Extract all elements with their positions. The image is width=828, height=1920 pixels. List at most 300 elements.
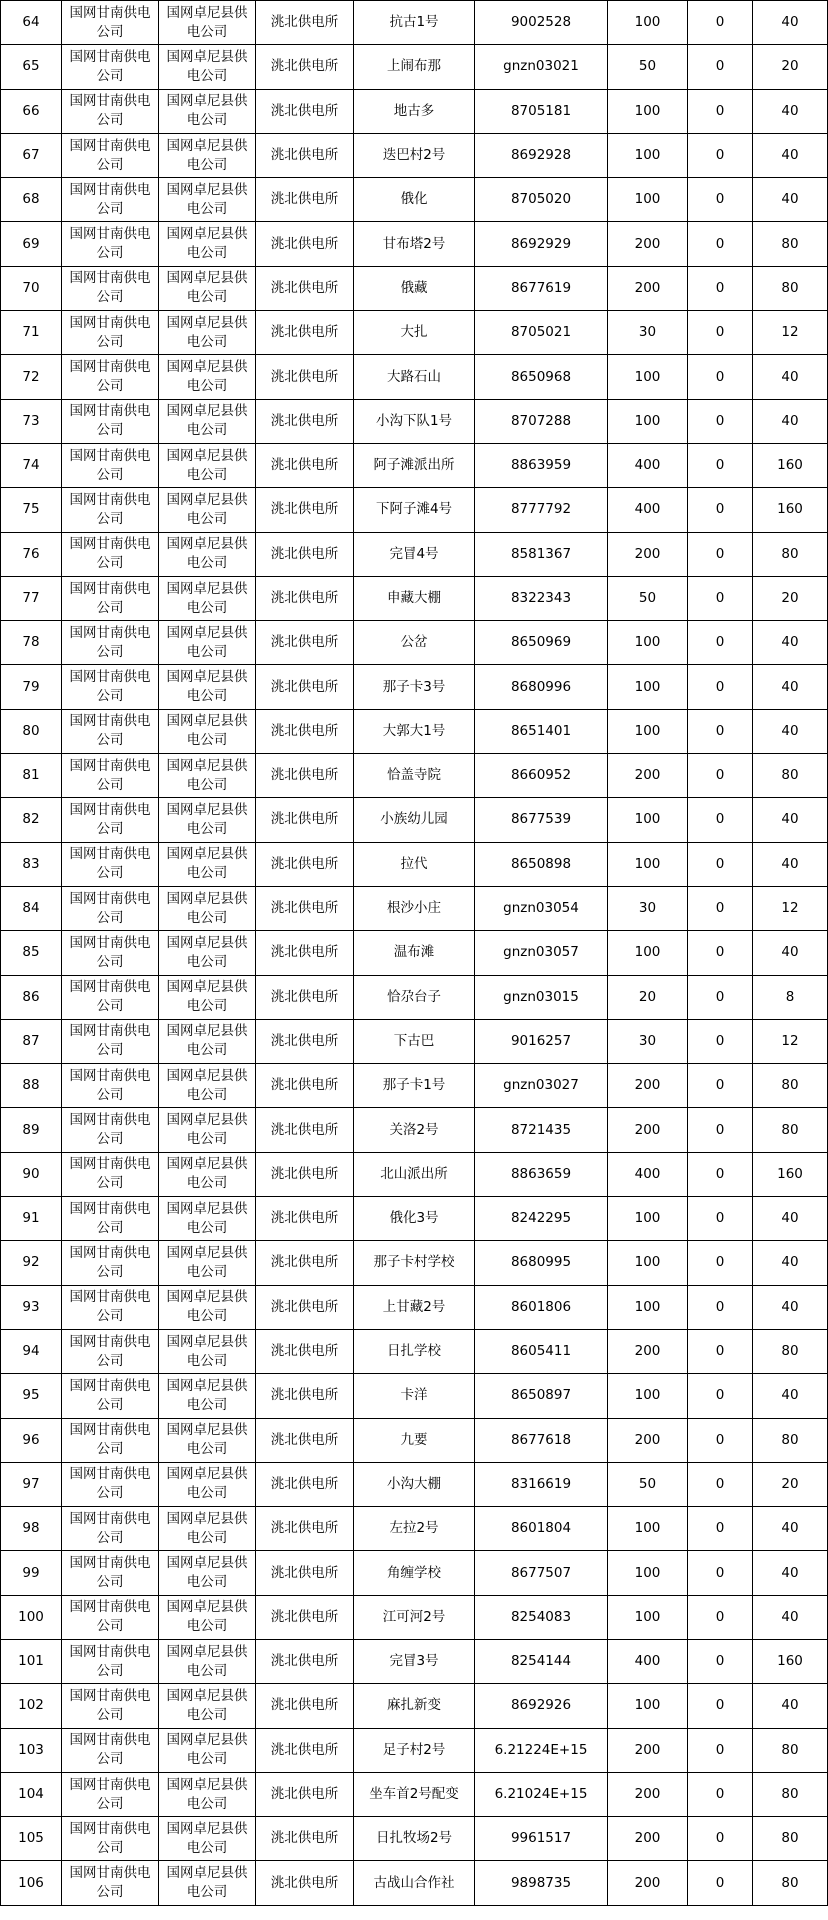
county-company-cell: 国网卓尼县供电公司 [159,931,256,975]
power-station-cell: 洮北供电所 [256,266,354,310]
load-value-cell: 40 [753,709,828,753]
power-station-cell: 洮北供电所 [256,576,354,620]
power-station-cell: 洮北供电所 [256,1507,354,1551]
capacity-cell: 50 [608,576,688,620]
transformer-id-cell: gnzn03057 [475,931,608,975]
transformer-id-cell: gnzn03054 [475,886,608,930]
capacity-cell: 200 [608,1861,688,1905]
power-station-cell: 洮北供电所 [256,311,354,355]
transformer-name-cell: 完冒4号 [354,532,475,576]
county-company-cell: 国网卓尼县供电公司 [159,1241,256,1285]
power-station-cell: 洮北供电所 [256,886,354,930]
row-number-cell: 106 [1,1861,62,1905]
table-row [1,621,828,665]
table-row [1,1772,828,1816]
company-cell: 国网甘南供电公司 [62,1595,159,1639]
county-company-cell: 国网卓尼县供电公司 [159,222,256,266]
county-company-cell: 国网卓尼县供电公司 [159,1861,256,1905]
transformer-id-cell: 8721435 [475,1108,608,1152]
row-number-cell: 90 [1,1152,62,1196]
zero-value-cell: 0 [688,1064,753,1108]
zero-value-cell: 0 [688,89,753,133]
power-station-cell: 洮北供电所 [256,1329,354,1373]
zero-value-cell: 0 [688,1374,753,1418]
capacity-cell: 200 [608,1817,688,1861]
capacity-cell: 200 [608,1108,688,1152]
county-company-cell: 国网卓尼县供电公司 [159,1684,256,1728]
load-value-cell: 160 [753,443,828,487]
load-value-cell: 160 [753,488,828,532]
row-number-cell: 104 [1,1772,62,1816]
table-row [1,1507,828,1551]
company-cell: 国网甘南供电公司 [62,1108,159,1152]
load-value-cell: 80 [753,1064,828,1108]
row-number-cell: 102 [1,1684,62,1728]
capacity-cell: 200 [608,266,688,310]
row-number-cell: 85 [1,931,62,975]
company-cell: 国网甘南供电公司 [62,886,159,930]
table-row [1,355,828,399]
power-station-cell: 洮北供电所 [256,1595,354,1639]
company-cell: 国网甘南供电公司 [62,1019,159,1063]
transformer-name-cell: 那子卡村学校 [354,1241,475,1285]
zero-value-cell: 0 [688,1019,753,1063]
table-row [1,266,828,310]
county-company-cell: 国网卓尼县供电公司 [159,709,256,753]
county-company-cell: 国网卓尼县供电公司 [159,1817,256,1861]
table-row [1,931,828,975]
transformer-id-cell: 8863959 [475,443,608,487]
company-cell: 国网甘南供电公司 [62,1861,159,1905]
power-station-cell: 洮北供电所 [256,975,354,1019]
company-cell: 国网甘南供电公司 [62,1374,159,1418]
table-body [1,1,828,1906]
county-company-cell: 国网卓尼县供电公司 [159,1064,256,1108]
transformer-name-cell: 那子卡1号 [354,1064,475,1108]
row-number-cell: 84 [1,886,62,930]
county-company-cell: 国网卓尼县供电公司 [159,488,256,532]
transformer-id-cell: 8650898 [475,842,608,886]
company-cell: 国网甘南供电公司 [62,798,159,842]
transformer-name-cell: 麻扎新变 [354,1684,475,1728]
capacity-cell: 100 [608,1551,688,1595]
county-company-cell: 国网卓尼县供电公司 [159,1197,256,1241]
transformer-id-cell: 8707288 [475,399,608,443]
county-company-cell: 国网卓尼县供电公司 [159,1462,256,1506]
load-value-cell: 40 [753,133,828,177]
row-number-cell: 72 [1,355,62,399]
company-cell: 国网甘南供电公司 [62,1551,159,1595]
table-row [1,1108,828,1152]
transformer-id-cell: 9961517 [475,1817,608,1861]
transformer-name-cell: 根沙小庄 [354,886,475,930]
company-cell: 国网甘南供电公司 [62,1064,159,1108]
row-number-cell: 86 [1,975,62,1019]
power-station-cell: 洮北供电所 [256,1241,354,1285]
capacity-cell: 50 [608,45,688,89]
capacity-cell: 100 [608,355,688,399]
county-company-cell: 国网卓尼县供电公司 [159,1019,256,1063]
power-station-cell: 洮北供电所 [256,178,354,222]
table-row [1,1817,828,1861]
load-value-cell: 40 [753,1507,828,1551]
row-number-cell: 94 [1,1329,62,1373]
load-value-cell: 40 [753,178,828,222]
load-value-cell: 12 [753,311,828,355]
load-value-cell: 80 [753,266,828,310]
load-value-cell: 80 [753,1772,828,1816]
row-number-cell: 73 [1,399,62,443]
load-value-cell: 40 [753,1197,828,1241]
county-company-cell: 国网卓尼县供电公司 [159,355,256,399]
capacity-cell: 200 [608,532,688,576]
capacity-cell: 100 [608,842,688,886]
company-cell: 国网甘南供电公司 [62,842,159,886]
power-station-cell: 洮北供电所 [256,754,354,798]
zero-value-cell: 0 [688,842,753,886]
zero-value-cell: 0 [688,1329,753,1373]
transformer-id-cell: 8680996 [475,665,608,709]
power-station-cell: 洮北供电所 [256,488,354,532]
load-value-cell: 80 [753,1861,828,1905]
zero-value-cell: 0 [688,665,753,709]
transformer-name-cell: 日扎牧场2号 [354,1817,475,1861]
power-station-cell: 洮北供电所 [256,89,354,133]
load-value-cell: 40 [753,1374,828,1418]
company-cell: 国网甘南供电公司 [62,1152,159,1196]
transformer-id-cell: 8680995 [475,1241,608,1285]
table-row [1,488,828,532]
transformer-id-cell: 8692929 [475,222,608,266]
table-row [1,1551,828,1595]
county-company-cell: 国网卓尼县供电公司 [159,754,256,798]
row-number-cell: 82 [1,798,62,842]
zero-value-cell: 0 [688,1507,753,1551]
transformer-id-cell: gnzn03021 [475,45,608,89]
county-company-cell: 国网卓尼县供电公司 [159,89,256,133]
transformer-id-cell: 8660952 [475,754,608,798]
row-number-cell: 93 [1,1285,62,1329]
zero-value-cell: 0 [688,1817,753,1861]
row-number-cell: 89 [1,1108,62,1152]
table-row [1,89,828,133]
transformer-id-cell: 8692928 [475,133,608,177]
power-station-cell: 洮北供电所 [256,1639,354,1683]
transformer-name-cell: 地古多 [354,89,475,133]
transformer-id-cell: 8677618 [475,1418,608,1462]
row-number-cell: 103 [1,1728,62,1772]
transformer-name-cell: 俄化3号 [354,1197,475,1241]
zero-value-cell: 0 [688,1639,753,1683]
company-cell: 国网甘南供电公司 [62,1728,159,1772]
row-number-cell: 81 [1,754,62,798]
zero-value-cell: 0 [688,1462,753,1506]
transformer-name-cell: 温布滩 [354,931,475,975]
transformer-id-cell: 8254083 [475,1595,608,1639]
transformer-id-cell: 8677539 [475,798,608,842]
power-station-cell: 洮北供电所 [256,1728,354,1772]
row-number-cell: 64 [1,1,62,45]
county-company-cell: 国网卓尼县供电公司 [159,399,256,443]
load-value-cell: 40 [753,1285,828,1329]
table-row [1,532,828,576]
row-number-cell: 68 [1,178,62,222]
transformer-name-cell: 那子卡3号 [354,665,475,709]
capacity-cell: 100 [608,89,688,133]
transformer-name-cell: 江可河2号 [354,1595,475,1639]
power-station-cell: 洮北供电所 [256,1551,354,1595]
power-station-cell: 洮北供电所 [256,1019,354,1063]
zero-value-cell: 0 [688,1108,753,1152]
load-value-cell: 40 [753,798,828,842]
power-station-cell: 洮北供电所 [256,443,354,487]
transformer-id-cell: 8254144 [475,1639,608,1683]
power-station-cell: 洮北供电所 [256,355,354,399]
transformer-id-cell: 8705020 [475,178,608,222]
row-number-cell: 100 [1,1595,62,1639]
zero-value-cell: 0 [688,975,753,1019]
company-cell: 国网甘南供电公司 [62,45,159,89]
transformer-name-cell: 左拉2号 [354,1507,475,1551]
power-station-cell: 洮北供电所 [256,45,354,89]
row-number-cell: 67 [1,133,62,177]
county-company-cell: 国网卓尼县供电公司 [159,443,256,487]
power-station-cell: 洮北供电所 [256,931,354,975]
capacity-cell: 100 [608,1241,688,1285]
capacity-cell: 400 [608,443,688,487]
power-station-cell: 洮北供电所 [256,1064,354,1108]
load-value-cell: 20 [753,1462,828,1506]
table-row [1,665,828,709]
power-station-cell: 洮北供电所 [256,798,354,842]
load-value-cell: 40 [753,1241,828,1285]
zero-value-cell: 0 [688,1728,753,1772]
load-value-cell: 160 [753,1639,828,1683]
power-station-cell: 洮北供电所 [256,621,354,665]
company-cell: 国网甘南供电公司 [62,1462,159,1506]
transformer-name-cell: 小沟大棚 [354,1462,475,1506]
zero-value-cell: 0 [688,621,753,665]
transformer-name-cell: 北山派出所 [354,1152,475,1196]
zero-value-cell: 0 [688,1595,753,1639]
power-station-cell: 洮北供电所 [256,1197,354,1241]
table-row [1,1019,828,1063]
load-value-cell: 80 [753,754,828,798]
zero-value-cell: 0 [688,443,753,487]
table-row [1,1152,828,1196]
transformer-name-cell: 完冒3号 [354,1639,475,1683]
transformer-id-cell: 8322343 [475,576,608,620]
capacity-cell: 200 [608,1728,688,1772]
load-value-cell: 80 [753,1329,828,1373]
power-station-cell: 洮北供电所 [256,1418,354,1462]
transformer-name-cell: 俄藏 [354,266,475,310]
transformer-name-cell: 小沟下队1号 [354,399,475,443]
transformer-name-cell: 大郭大1号 [354,709,475,753]
transformer-name-cell: 大扎 [354,311,475,355]
county-company-cell: 国网卓尼县供电公司 [159,798,256,842]
company-cell: 国网甘南供电公司 [62,178,159,222]
table-row [1,45,828,89]
company-cell: 国网甘南供电公司 [62,576,159,620]
transformer-name-cell: 古战山合作社 [354,1861,475,1905]
load-value-cell: 40 [753,1,828,45]
zero-value-cell: 0 [688,931,753,975]
county-company-cell: 国网卓尼县供电公司 [159,842,256,886]
company-cell: 国网甘南供电公司 [62,1639,159,1683]
table-row [1,1639,828,1683]
company-cell: 国网甘南供电公司 [62,931,159,975]
row-number-cell: 91 [1,1197,62,1241]
zero-value-cell: 0 [688,311,753,355]
table-row [1,798,828,842]
load-value-cell: 80 [753,1418,828,1462]
transformer-id-cell: 8650968 [475,355,608,399]
county-company-cell: 国网卓尼县供电公司 [159,1728,256,1772]
transformer-id-cell: 8601806 [475,1285,608,1329]
capacity-cell: 200 [608,1418,688,1462]
row-number-cell: 96 [1,1418,62,1462]
county-company-cell: 国网卓尼县供电公司 [159,1551,256,1595]
row-number-cell: 83 [1,842,62,886]
load-value-cell: 40 [753,931,828,975]
transformer-name-cell: 关洛2号 [354,1108,475,1152]
zero-value-cell: 0 [688,1772,753,1816]
county-company-cell: 国网卓尼县供电公司 [159,1374,256,1418]
county-company-cell: 国网卓尼县供电公司 [159,1507,256,1551]
county-company-cell: 国网卓尼县供电公司 [159,975,256,1019]
transformer-id-cell: 8242295 [475,1197,608,1241]
transformer-id-cell: 8651401 [475,709,608,753]
county-company-cell: 国网卓尼县供电公司 [159,311,256,355]
zero-value-cell: 0 [688,1241,753,1285]
load-value-cell: 40 [753,842,828,886]
capacity-cell: 100 [608,665,688,709]
power-station-cell: 洮北供电所 [256,1108,354,1152]
load-value-cell: 8 [753,975,828,1019]
table-row [1,443,828,487]
company-cell: 国网甘南供电公司 [62,355,159,399]
transformer-id-cell: 9016257 [475,1019,608,1063]
county-company-cell: 国网卓尼县供电公司 [159,133,256,177]
county-company-cell: 国网卓尼县供电公司 [159,1108,256,1152]
table-row [1,1462,828,1506]
row-number-cell: 65 [1,45,62,89]
company-cell: 国网甘南供电公司 [62,1684,159,1728]
county-company-cell: 国网卓尼县供电公司 [159,1639,256,1683]
power-station-cell: 洮北供电所 [256,1285,354,1329]
capacity-cell: 20 [608,975,688,1019]
table-row [1,1241,828,1285]
capacity-cell: 200 [608,754,688,798]
transformer-name-cell: 卡洋 [354,1374,475,1418]
load-value-cell: 40 [753,355,828,399]
load-value-cell: 12 [753,1019,828,1063]
transformer-name-cell: 下古巴 [354,1019,475,1063]
transformer-name-cell: 甘布塔2号 [354,222,475,266]
transformer-name-cell: 大路石山 [354,355,475,399]
row-number-cell: 92 [1,1241,62,1285]
capacity-cell: 100 [608,1285,688,1329]
row-number-cell: 76 [1,532,62,576]
county-company-cell: 国网卓尼县供电公司 [159,1152,256,1196]
transformer-id-cell: 8692926 [475,1684,608,1728]
company-cell: 国网甘南供电公司 [62,1241,159,1285]
capacity-cell: 30 [608,886,688,930]
transformer-name-cell: 申藏大棚 [354,576,475,620]
zero-value-cell: 0 [688,399,753,443]
row-number-cell: 105 [1,1817,62,1861]
zero-value-cell: 0 [688,798,753,842]
capacity-cell: 100 [608,1595,688,1639]
company-cell: 国网甘南供电公司 [62,1817,159,1861]
power-station-cell: 洮北供电所 [256,1462,354,1506]
transformer-name-cell: 坐车首2号配变 [354,1772,475,1816]
transformer-name-cell: 抗古1号 [354,1,475,45]
zero-value-cell: 0 [688,1684,753,1728]
company-cell: 国网甘南供电公司 [62,975,159,1019]
company-cell: 国网甘南供电公司 [62,1418,159,1462]
row-number-cell: 75 [1,488,62,532]
power-station-cell: 洮北供电所 [256,399,354,443]
power-station-cell: 洮北供电所 [256,1861,354,1905]
transformer-name-cell: 迭巴村2号 [354,133,475,177]
load-value-cell: 40 [753,1551,828,1595]
company-cell: 国网甘南供电公司 [62,665,159,709]
capacity-cell: 200 [608,222,688,266]
transformer-id-cell: 9898735 [475,1861,608,1905]
county-company-cell: 国网卓尼县供电公司 [159,1772,256,1816]
company-cell: 国网甘南供电公司 [62,621,159,665]
capacity-cell: 200 [608,1064,688,1108]
company-cell: 国网甘南供电公司 [62,1772,159,1816]
load-value-cell: 20 [753,576,828,620]
transformer-name-cell: 下阿子滩4号 [354,488,475,532]
transformer-name-cell: 小族幼儿园 [354,798,475,842]
transformer-id-cell: 8677619 [475,266,608,310]
transformer-id-cell: 8605411 [475,1329,608,1373]
company-cell: 国网甘南供电公司 [62,399,159,443]
zero-value-cell: 0 [688,133,753,177]
county-company-cell: 国网卓尼县供电公司 [159,886,256,930]
capacity-cell: 200 [608,1772,688,1816]
county-company-cell: 国网卓尼县供电公司 [159,45,256,89]
company-cell: 国网甘南供电公司 [62,443,159,487]
power-station-cell: 洮北供电所 [256,709,354,753]
row-number-cell: 97 [1,1462,62,1506]
power-station-cell: 洮北供电所 [256,1,354,45]
table-row [1,1861,828,1905]
county-company-cell: 国网卓尼县供电公司 [159,1329,256,1373]
row-number-cell: 74 [1,443,62,487]
load-value-cell: 40 [753,1684,828,1728]
power-station-cell: 洮北供电所 [256,1374,354,1418]
table-row [1,709,828,753]
row-number-cell: 70 [1,266,62,310]
transformer-id-cell: gnzn03027 [475,1064,608,1108]
table-row [1,975,828,1019]
transformer-name-cell: 公岔 [354,621,475,665]
transformer-id-cell: 8650897 [475,1374,608,1418]
county-company-cell: 国网卓尼县供电公司 [159,621,256,665]
transformer-id-cell: 6.21024E+15 [475,1772,608,1816]
company-cell: 国网甘南供电公司 [62,1197,159,1241]
capacity-cell: 100 [608,399,688,443]
county-company-cell: 国网卓尼县供电公司 [159,1285,256,1329]
company-cell: 国网甘南供电公司 [62,133,159,177]
zero-value-cell: 0 [688,886,753,930]
transformer-name-cell: 角缠学校 [354,1551,475,1595]
